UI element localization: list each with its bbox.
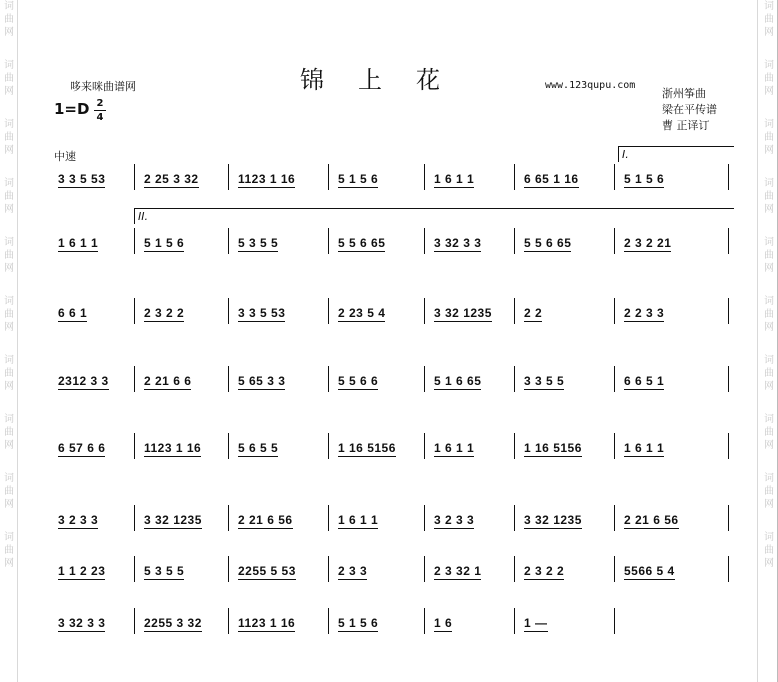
bar-line bbox=[328, 298, 329, 324]
credit-line: 梁在平传谱 bbox=[662, 103, 717, 116]
bar-line bbox=[134, 433, 135, 459]
bar-line bbox=[424, 228, 425, 254]
bar-line bbox=[728, 366, 729, 392]
measure: 1 6 1 1 bbox=[338, 513, 379, 527]
watermark-char: 词 bbox=[764, 355, 774, 366]
measure: 3 3 5 53 bbox=[238, 306, 286, 320]
watermark-group bbox=[2, 354, 16, 393]
volta-second: II. bbox=[134, 208, 734, 224]
watermark-char: 曲 bbox=[764, 14, 774, 25]
watermark-char: 曲 bbox=[4, 427, 14, 438]
watermark-char: 曲 bbox=[4, 132, 14, 143]
bar-line bbox=[728, 556, 729, 582]
bar-line bbox=[424, 164, 425, 190]
watermark-right bbox=[762, 0, 776, 682]
watermark-group bbox=[2, 177, 16, 216]
measure: 2 2 bbox=[524, 306, 543, 320]
watermark-char: 词 bbox=[4, 296, 14, 307]
watermark-char: 词 bbox=[764, 532, 774, 543]
watermark-char: 曲 bbox=[764, 191, 774, 202]
watermark-char: 词 bbox=[764, 60, 774, 71]
watermark-char: 词 bbox=[4, 60, 14, 71]
measure: 5 5 6 65 bbox=[524, 236, 572, 250]
bar-line bbox=[614, 164, 615, 190]
tempo-marking: 中速 bbox=[54, 150, 76, 163]
watermark-group bbox=[762, 118, 776, 157]
measure: 3 32 1235 bbox=[144, 513, 202, 527]
watermark-char: 词 bbox=[4, 414, 14, 425]
bar-line bbox=[614, 608, 615, 634]
measure: 3 3 5 53 bbox=[58, 172, 106, 186]
bar-line bbox=[228, 505, 229, 531]
watermark-char: 词 bbox=[764, 178, 774, 189]
watermark-group bbox=[2, 59, 16, 98]
bar-line bbox=[228, 556, 229, 582]
key-signature: 1=D bbox=[54, 100, 90, 118]
watermark-group bbox=[762, 295, 776, 334]
measure: 2312 3 3 bbox=[58, 374, 109, 388]
bar-line bbox=[134, 366, 135, 392]
watermark-group bbox=[2, 413, 16, 452]
watermark-group bbox=[762, 177, 776, 216]
bar-line bbox=[514, 433, 515, 459]
notation-row bbox=[52, 497, 732, 531]
bar-line bbox=[228, 228, 229, 254]
measure: 1 — bbox=[524, 616, 548, 630]
measure: 2 21 6 6 bbox=[144, 374, 192, 388]
measure: 1 6 1 1 bbox=[624, 441, 665, 455]
measure: 5 1 6 65 bbox=[434, 374, 482, 388]
watermark-char: 网 bbox=[764, 558, 774, 569]
measure: 5 1 5 6 bbox=[624, 172, 665, 186]
bar-line bbox=[614, 556, 615, 582]
credit-line: 曹 正译订 bbox=[662, 119, 710, 132]
watermark-char: 曲 bbox=[764, 73, 774, 84]
measure: 3 3 5 5 bbox=[524, 374, 565, 388]
bar-line bbox=[328, 505, 329, 531]
watermark-char: 曲 bbox=[4, 191, 14, 202]
measure: 1 16 5156 bbox=[338, 441, 396, 455]
bar-line bbox=[514, 164, 515, 190]
watermark-char: 网 bbox=[764, 86, 774, 97]
measure: 5 1 5 6 bbox=[338, 616, 379, 630]
bar-line bbox=[134, 608, 135, 634]
measure: 5 6 5 5 bbox=[238, 441, 279, 455]
bar-line bbox=[514, 608, 515, 634]
bar-line bbox=[328, 164, 329, 190]
bar-line bbox=[424, 608, 425, 634]
watermark-char: 网 bbox=[764, 145, 774, 156]
measure: 6 6 1 bbox=[58, 306, 88, 320]
measure: 3 32 3 3 bbox=[58, 616, 106, 630]
watermark-char: 网 bbox=[4, 86, 14, 97]
time-top: 2 bbox=[96, 98, 104, 109]
bar-line bbox=[728, 298, 729, 324]
time-fraction-line bbox=[94, 110, 106, 111]
measure: 1123 1 16 bbox=[238, 616, 296, 630]
bar-line bbox=[134, 298, 135, 324]
watermark-char: 词 bbox=[4, 355, 14, 366]
bar-line bbox=[614, 366, 615, 392]
bar-line bbox=[514, 366, 515, 392]
measure: 1 16 5156 bbox=[524, 441, 582, 455]
watermark-char: 网 bbox=[4, 381, 14, 392]
measure: 3 32 1235 bbox=[524, 513, 582, 527]
watermark-char: 网 bbox=[4, 499, 14, 510]
measure: 2 3 32 1 bbox=[434, 564, 482, 578]
measure: 1 6 1 1 bbox=[434, 172, 475, 186]
measure: 3 2 3 3 bbox=[434, 513, 475, 527]
bar-line bbox=[614, 505, 615, 531]
measure: 1123 1 16 bbox=[238, 172, 296, 186]
watermark-left bbox=[2, 0, 16, 682]
bar-line bbox=[228, 366, 229, 392]
watermark-group bbox=[762, 354, 776, 393]
notation-row bbox=[52, 156, 732, 190]
watermark-group bbox=[762, 531, 776, 570]
bar-line bbox=[728, 433, 729, 459]
bar-line bbox=[424, 433, 425, 459]
measure: 1123 1 16 bbox=[144, 441, 202, 455]
watermark-char: 网 bbox=[764, 204, 774, 215]
measure: 6 65 1 16 bbox=[524, 172, 579, 186]
bar-line bbox=[424, 298, 425, 324]
notation-row bbox=[52, 220, 732, 254]
watermark-char: 网 bbox=[4, 204, 14, 215]
watermark-char: 网 bbox=[764, 263, 774, 274]
watermark-char: 网 bbox=[764, 440, 774, 451]
watermark-char: 曲 bbox=[4, 545, 14, 556]
watermark-char: 网 bbox=[4, 440, 14, 451]
watermark-char: 词 bbox=[764, 414, 774, 425]
bar-line bbox=[328, 433, 329, 459]
bar-line bbox=[614, 433, 615, 459]
watermark-group bbox=[2, 531, 16, 570]
bar-line bbox=[514, 505, 515, 531]
watermark-char: 曲 bbox=[764, 309, 774, 320]
measure: 1 6 1 1 bbox=[58, 236, 99, 250]
watermark-char: 词 bbox=[4, 532, 14, 543]
watermark-char: 曲 bbox=[4, 368, 14, 379]
bar-line bbox=[424, 366, 425, 392]
measure: 2 3 2 2 bbox=[144, 306, 185, 320]
time-signature bbox=[94, 98, 106, 123]
measure: 6 6 5 1 bbox=[624, 374, 665, 388]
measure: 3 2 3 3 bbox=[58, 513, 99, 527]
bar-line bbox=[328, 366, 329, 392]
watermark-char: 词 bbox=[764, 296, 774, 307]
watermark-char: 网 bbox=[764, 322, 774, 333]
measure: 2 21 6 56 bbox=[238, 513, 293, 527]
notation-row bbox=[52, 290, 732, 324]
watermark-char: 曲 bbox=[4, 73, 14, 84]
bar-line bbox=[328, 556, 329, 582]
watermark-group bbox=[762, 472, 776, 511]
site-name: 哆来咪曲谱网 bbox=[70, 80, 136, 93]
right-border-line bbox=[757, 0, 758, 682]
bar-line bbox=[134, 164, 135, 190]
bar-line bbox=[514, 298, 515, 324]
measure: 2 21 6 56 bbox=[624, 513, 679, 527]
measure: 1 6 1 1 bbox=[434, 441, 475, 455]
watermark-char: 曲 bbox=[764, 132, 774, 143]
watermark-char: 词 bbox=[764, 1, 774, 12]
watermark-char: 网 bbox=[4, 145, 14, 156]
measure: 3 32 3 3 bbox=[434, 236, 482, 250]
notation-row bbox=[52, 425, 732, 459]
watermark-char: 曲 bbox=[4, 250, 14, 261]
bar-line bbox=[728, 228, 729, 254]
measure: 5 5 6 6 bbox=[338, 374, 379, 388]
watermark-group bbox=[762, 0, 776, 39]
bar-line bbox=[228, 608, 229, 634]
watermark-char: 词 bbox=[4, 119, 14, 130]
song-title: 锦上花 bbox=[300, 66, 474, 94]
measure: 5 3 5 5 bbox=[238, 236, 279, 250]
measure: 2 2 3 3 bbox=[624, 306, 665, 320]
watermark-group bbox=[2, 295, 16, 334]
time-bottom: 4 bbox=[96, 112, 104, 123]
watermark-char: 网 bbox=[764, 27, 774, 38]
bar-line bbox=[228, 164, 229, 190]
measure: 6 57 6 6 bbox=[58, 441, 106, 455]
bar-line bbox=[514, 228, 515, 254]
watermark-char: 曲 bbox=[764, 486, 774, 497]
measure: 5566 5 4 bbox=[624, 564, 675, 578]
watermark-group bbox=[762, 413, 776, 452]
watermark-char: 网 bbox=[4, 322, 14, 333]
watermark-char: 词 bbox=[764, 237, 774, 248]
watermark-char: 网 bbox=[4, 558, 14, 569]
volta-first: I. bbox=[618, 146, 734, 162]
watermark-char: 曲 bbox=[4, 486, 14, 497]
bar-line bbox=[614, 298, 615, 324]
watermark-char: 曲 bbox=[764, 250, 774, 261]
watermark-char: 曲 bbox=[764, 545, 774, 556]
measure: 3 32 1235 bbox=[434, 306, 492, 320]
bar-line bbox=[134, 228, 135, 254]
bar-line bbox=[328, 228, 329, 254]
measure: 2 3 2 21 bbox=[624, 236, 672, 250]
credit-line: 浙州筝曲 bbox=[662, 87, 706, 100]
bar-line bbox=[228, 433, 229, 459]
watermark-char: 曲 bbox=[4, 309, 14, 320]
watermark-char: 网 bbox=[4, 263, 14, 274]
bar-line bbox=[228, 298, 229, 324]
measure: 2255 5 53 bbox=[238, 564, 296, 578]
bar-line bbox=[424, 556, 425, 582]
watermark-char: 词 bbox=[4, 1, 14, 12]
measure: 5 1 5 6 bbox=[144, 236, 185, 250]
bar-line bbox=[134, 505, 135, 531]
watermark-char: 词 bbox=[764, 473, 774, 484]
watermark-char: 词 bbox=[4, 473, 14, 484]
measure: 5 65 3 3 bbox=[238, 374, 286, 388]
bar-line bbox=[328, 608, 329, 634]
bar-line bbox=[134, 556, 135, 582]
measure: 2 25 3 32 bbox=[144, 172, 199, 186]
bar-line bbox=[728, 505, 729, 531]
credits bbox=[662, 86, 717, 134]
site-url: www.123qupu.com bbox=[545, 80, 636, 91]
watermark-char: 网 bbox=[764, 499, 774, 510]
notation-row bbox=[52, 548, 732, 582]
watermark-group bbox=[2, 118, 16, 157]
measure: 2 23 5 4 bbox=[338, 306, 386, 320]
bar-line bbox=[424, 505, 425, 531]
measure: 5 5 6 65 bbox=[338, 236, 386, 250]
watermark-char: 词 bbox=[764, 119, 774, 130]
watermark-char: 词 bbox=[4, 178, 14, 189]
measure: 2255 3 32 bbox=[144, 616, 202, 630]
watermark-char: 词 bbox=[4, 237, 14, 248]
measure: 1 6 bbox=[434, 616, 453, 630]
measure: 5 1 5 6 bbox=[338, 172, 379, 186]
bar-line bbox=[614, 228, 615, 254]
notation-row bbox=[52, 600, 732, 634]
watermark-char: 曲 bbox=[4, 14, 14, 25]
bar-line bbox=[728, 164, 729, 190]
watermark-group bbox=[762, 59, 776, 98]
bar-line bbox=[514, 556, 515, 582]
watermark-char: 网 bbox=[4, 27, 14, 38]
watermark-group bbox=[762, 236, 776, 275]
measure: 2 3 2 2 bbox=[524, 564, 565, 578]
notation-row bbox=[52, 358, 732, 392]
watermark-char: 曲 bbox=[764, 368, 774, 379]
watermark-char: 网 bbox=[764, 381, 774, 392]
watermark-group bbox=[2, 472, 16, 511]
measure: 2 3 3 bbox=[338, 564, 368, 578]
watermark-group bbox=[2, 0, 16, 39]
left-border-line bbox=[17, 0, 18, 682]
watermark-char: 曲 bbox=[764, 427, 774, 438]
measure: 1 1 2 23 bbox=[58, 564, 106, 578]
watermark-group bbox=[2, 236, 16, 275]
measure: 5 3 5 5 bbox=[144, 564, 185, 578]
